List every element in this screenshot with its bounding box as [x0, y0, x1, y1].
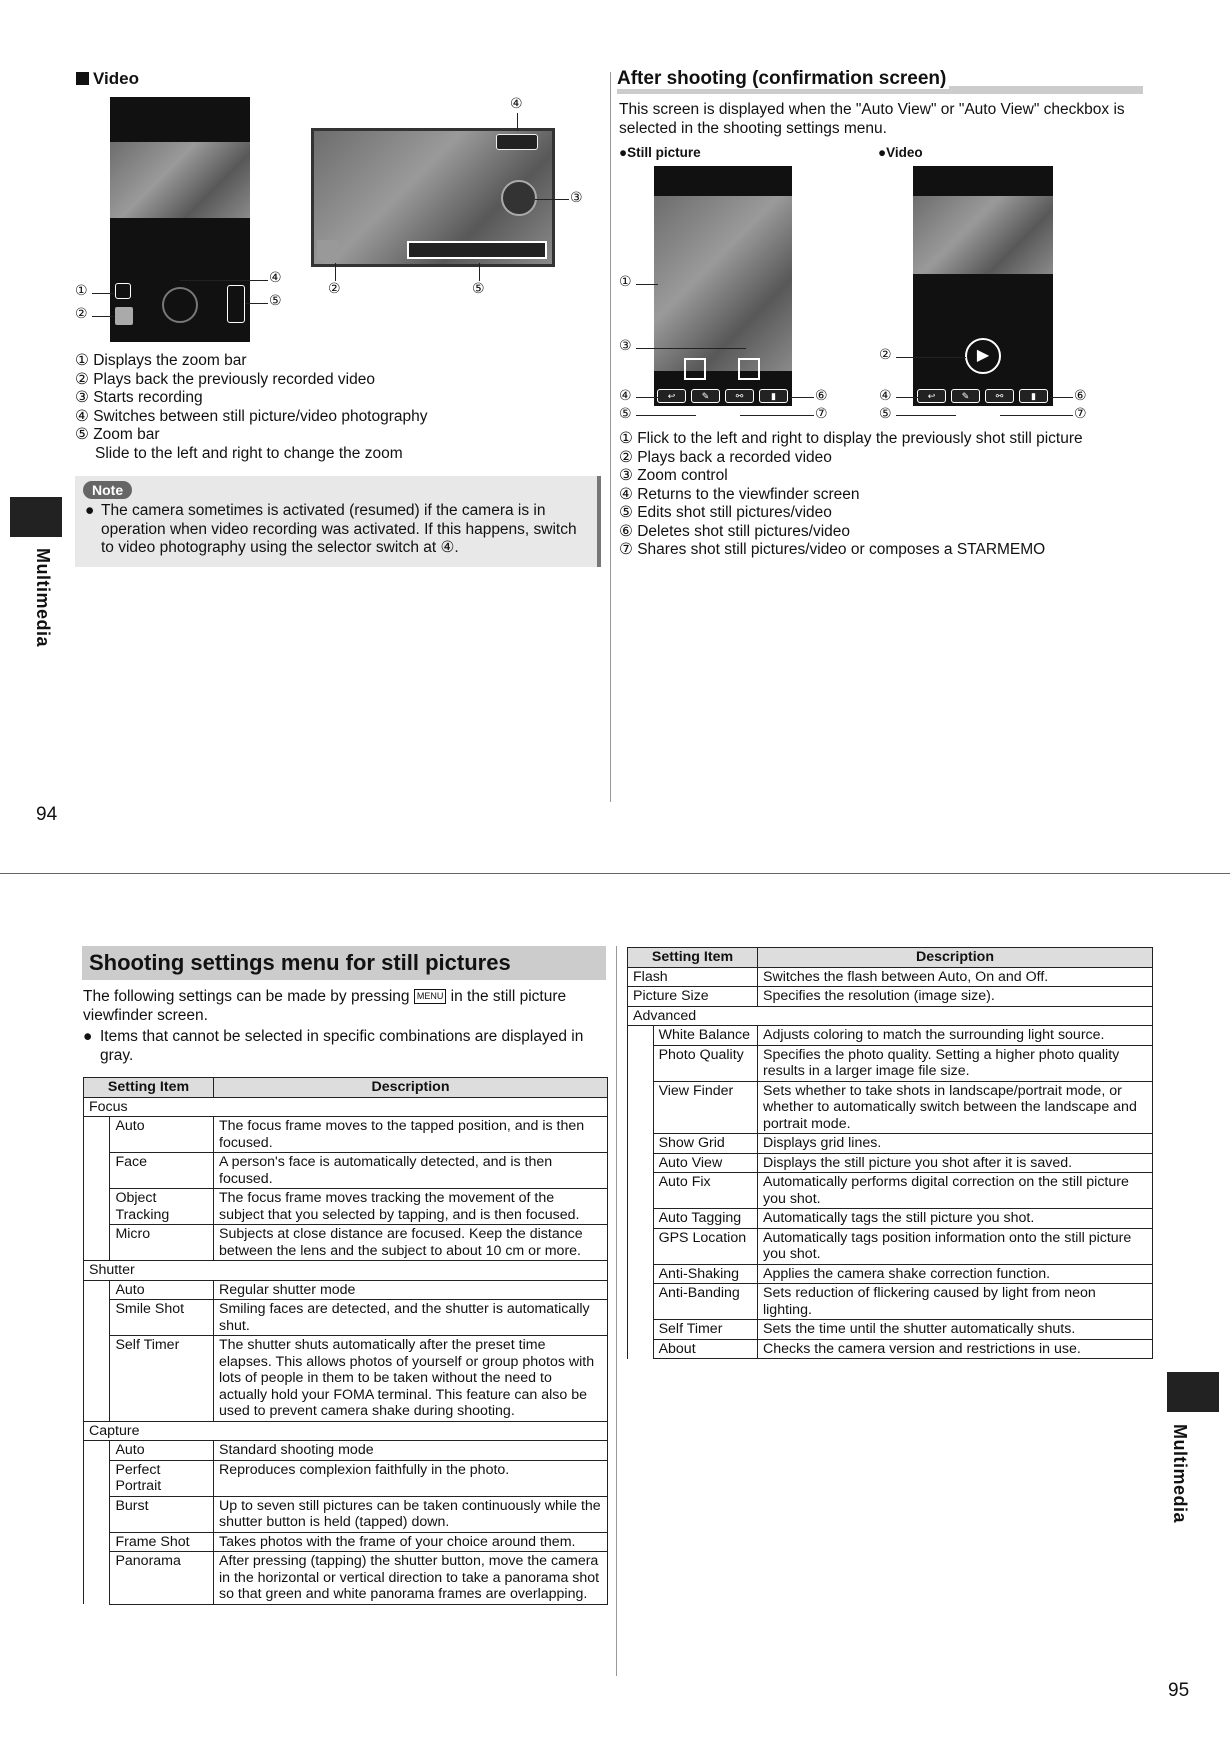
thumbnail-icon: [115, 307, 133, 325]
setting-item: Anti-Shaking: [653, 1264, 757, 1284]
table-row: [84, 1280, 608, 1300]
col-header-item: Setting Item: [84, 1078, 214, 1098]
table-row: [628, 987, 1153, 1007]
callout-4: ④: [269, 270, 282, 286]
after-intro: This screen is displayed when the "Auto View" or "Auto View" checkbox is selected in the shooting settings menu.: [619, 101, 1125, 137]
setting-description: Displays the still picture you shot after it is saved.: [758, 1153, 1153, 1173]
list-item: ④ Returns to the viewfinder screen: [619, 485, 860, 503]
setting-item: Perfect Portrait: [110, 1460, 214, 1496]
setting-description: Standard shooting mode: [214, 1441, 608, 1461]
zoom-in-icon: [738, 358, 760, 380]
back-icon: ↩: [657, 389, 686, 403]
column-divider-bottom: [616, 946, 617, 1676]
callout-2b: ②: [328, 281, 341, 297]
table-row: [84, 1552, 608, 1605]
table-row: [628, 1209, 1153, 1229]
setting-item: Anti-Banding: [653, 1284, 757, 1320]
still-confirmation-screenshot: [654, 166, 792, 406]
indent-cell: [628, 1081, 654, 1134]
indent-cell: [84, 1153, 110, 1189]
table-row: [628, 1339, 1153, 1359]
table-row: [84, 1460, 608, 1496]
after-heading: After shooting (confirmation screen): [617, 68, 1143, 94]
list-item: ⑥ Deletes shot still pictures/video: [619, 522, 850, 540]
list-item: ③ Zoom control: [619, 467, 728, 484]
setting-item: Self Timer: [110, 1336, 214, 1422]
callout-3: ③: [570, 190, 583, 206]
zoom-bar: [407, 241, 547, 259]
list-item-sub: Slide to the left and right to change the zoom: [95, 444, 403, 462]
indent-cell: [84, 1532, 110, 1552]
setting-item: GPS Location: [653, 1228, 757, 1264]
record-button-icon: [501, 180, 537, 216]
share-icon: ⚯: [985, 389, 1014, 403]
setting-description: Automatically tags position information onto the still picture you shot.: [758, 1228, 1153, 1264]
table-row: [628, 1134, 1153, 1154]
settings-intro: The following settings can be made by pressing MENU in the still picture viewfinder screen.: [83, 988, 567, 1024]
callout-4c: ④: [619, 388, 632, 404]
col-header-desc: Description: [758, 948, 1153, 968]
action-buttons: [917, 389, 1048, 403]
side-tab-block: [10, 497, 62, 537]
setting-description: Specifies the photo quality. Setting a higher photo quality results in a larger image file size.: [758, 1045, 1153, 1081]
callout-6d: ⑥: [1074, 388, 1087, 404]
edit-icon: ✎: [951, 389, 980, 403]
setting-description: After pressing (tapping) the shutter button, move the camera in the horizontal or vertical direction to take a panorama shot so that green and white panorama frames are overlapping.: [214, 1552, 608, 1605]
setting-item: Auto View: [653, 1153, 757, 1173]
setting-description: Automatically performs digital correction on the still picture you shot.: [758, 1173, 1153, 1209]
indent-cell: [628, 1173, 654, 1209]
note-text: ● The camera sometimes is activated (resumed) if the camera is in operation when video recording was activated. If this happens, switch to video photography using the selector switch at ④.: [85, 502, 577, 556]
indent-cell: [84, 1300, 110, 1336]
page-separator: [0, 873, 1230, 874]
table-group-row: [84, 1421, 608, 1441]
table-row: [628, 1153, 1153, 1173]
indent-cell: [84, 1280, 110, 1300]
setting-item: Micro: [110, 1225, 214, 1261]
setting-description: The shutter shuts automatically after the preset time elapses. This allows photos of yourself or group photos with lots of people in them to be taken without the need to actually hold your FOMA terminal. This feature can also be used to prevent camera shake during shooting.: [214, 1336, 608, 1422]
callout-5b: ⑤: [472, 281, 485, 297]
setting-description: Smiling faces are detected, and the shutter is automatically shut.: [214, 1300, 608, 1336]
page-number-94: 94: [36, 804, 58, 825]
mode-switch-icon: [496, 134, 538, 150]
record-button-icon: [162, 287, 198, 323]
table-group-row: [84, 1097, 608, 1117]
callout-4d: ④: [879, 388, 892, 404]
setting-item: Auto Tagging: [653, 1209, 757, 1229]
callout-1c: ①: [619, 274, 632, 290]
indent-cell: [628, 1026, 654, 1046]
share-icon: ⚯: [725, 389, 754, 403]
setting-description: Applies the camera shake correction function.: [758, 1264, 1153, 1284]
delete-icon: ▮: [1019, 389, 1048, 403]
list-item: ③ Starts recording: [75, 389, 203, 406]
note-box: [75, 476, 601, 567]
video-heading: Video: [76, 69, 139, 89]
callout-5c: ⑤: [619, 406, 632, 422]
setting-item: Face: [110, 1153, 214, 1189]
list-item: ⑤ Zoom bar: [75, 426, 160, 443]
indent-cell: [628, 1209, 654, 1229]
camera-switch-icon: [227, 285, 245, 323]
table-row: [84, 1189, 608, 1225]
zoom-icon: [115, 283, 131, 299]
setting-item: Auto: [110, 1441, 214, 1461]
indent-cell: [628, 1264, 654, 1284]
col-header-item: Setting Item: [628, 948, 758, 968]
setting-description: A person's face is automatically detected, and is then focused.: [214, 1153, 608, 1189]
list-item: ② Plays back a recorded video: [619, 448, 832, 466]
indent-cell: [84, 1117, 110, 1153]
table-group-label: Capture: [84, 1421, 608, 1441]
indent-cell: [628, 1228, 654, 1264]
indent-cell: [628, 1134, 654, 1154]
table-row: [628, 967, 1153, 987]
setting-description: The focus frame moves to the tapped position, and is then focused.: [214, 1117, 608, 1153]
side-tab-label: Multimedia: [1170, 1424, 1190, 1524]
callout-1: ①: [75, 283, 88, 299]
callout-5: ⑤: [269, 293, 282, 309]
setting-item: Auto: [110, 1280, 214, 1300]
settings-table-left: [83, 1077, 608, 1605]
setting-description: Adjusts coloring to match the surrounding light source.: [758, 1026, 1153, 1046]
table-row: [628, 1284, 1153, 1320]
indent-cell: [628, 1153, 654, 1173]
callout-7d: ⑦: [1074, 406, 1087, 422]
setting-item: White Balance: [653, 1026, 757, 1046]
list-item: ⑤ Edits shot still pictures/video: [619, 504, 832, 521]
setting-description: Up to seven still pictures can be taken continuously while the shutter button is held (tapped) down.: [214, 1496, 608, 1532]
callout-3c: ③: [619, 338, 632, 354]
setting-description: Displays grid lines.: [758, 1134, 1153, 1154]
list-item: ① Flick to the left and right to display the previously shot still picture: [619, 430, 1083, 447]
zoom-out-icon: [684, 358, 706, 380]
table-row: [84, 1153, 608, 1189]
table-row: [84, 1496, 608, 1532]
table-row: [628, 1320, 1153, 1340]
still-picture-label: ●Still picture: [619, 145, 701, 160]
video-item-list: [75, 352, 595, 463]
note-label: Note: [83, 481, 132, 499]
callout-7c: ⑦: [815, 406, 828, 422]
setting-item: Self Timer: [653, 1320, 757, 1340]
table-row: [84, 1117, 608, 1153]
setting-item: Picture Size: [628, 987, 758, 1007]
settings-heading: Shooting settings menu for still pictures: [82, 946, 606, 980]
setting-description: Takes photos with the frame of your choice around them.: [214, 1532, 608, 1552]
callout-4b: ④: [510, 96, 523, 112]
setting-item: Photo Quality: [653, 1045, 757, 1081]
setting-item: Burst: [110, 1496, 214, 1532]
callout-6c: ⑥: [815, 388, 828, 404]
table-row: [84, 1441, 608, 1461]
square-bullet-icon: [76, 72, 89, 85]
indent-cell: [84, 1336, 110, 1422]
table-row: [628, 1228, 1153, 1264]
list-item: ④ Switches between still picture/video photography: [75, 407, 428, 425]
setting-item: Auto Fix: [653, 1173, 757, 1209]
indent-cell: [84, 1189, 110, 1225]
indent-cell: [84, 1441, 110, 1461]
settings-table-right: [627, 947, 1153, 1359]
cat-photo: [110, 142, 250, 218]
thumbnail-icon: [317, 240, 339, 260]
list-item: ① Displays the zoom bar: [75, 352, 247, 369]
setting-item: Show Grid: [653, 1134, 757, 1154]
col-header-desc: Description: [214, 1078, 608, 1098]
setting-item: Smile Shot: [110, 1300, 214, 1336]
setting-description: Specifies the resolution (image size).: [758, 987, 1153, 1007]
table-row: [628, 1045, 1153, 1081]
back-icon: ↩: [917, 389, 946, 403]
column-divider: [610, 72, 611, 802]
setting-item: About: [653, 1339, 757, 1359]
callout-2d: ②: [879, 347, 892, 363]
table-group-row: [628, 1006, 1153, 1026]
gray-items-bullet: ● Items that cannot be selected in specific combinations are displayed in gray.: [83, 1028, 584, 1064]
table-row: [628, 1173, 1153, 1209]
table-group-label: Shutter: [84, 1261, 608, 1281]
video-portrait-screenshot: [110, 97, 250, 342]
setting-item: Panorama: [110, 1552, 214, 1605]
edit-icon: ✎: [691, 389, 720, 403]
menu-key-icon: MENU: [414, 989, 447, 1004]
table-row: [628, 1264, 1153, 1284]
table-row: [84, 1300, 608, 1336]
cat-photo: [913, 196, 1053, 274]
action-buttons: [657, 389, 788, 403]
setting-description: Subjects at close distance are focused. Keep the distance between the lens and the subject to about 10 cm or more.: [214, 1225, 608, 1261]
play-icon: ▶: [965, 338, 1001, 374]
setting-item: Frame Shot: [110, 1532, 214, 1552]
setting-item: Flash: [628, 967, 758, 987]
indent-cell: [84, 1496, 110, 1532]
indent-cell: [628, 1320, 654, 1340]
cat-photo: [654, 196, 792, 371]
setting-description: Sets reduction of flickering caused by light from neon lighting.: [758, 1284, 1153, 1320]
setting-item: Object Tracking: [110, 1189, 214, 1225]
list-item: ② Plays back the previously recorded video: [75, 370, 375, 388]
setting-description: Automatically tags the still picture you shot.: [758, 1209, 1153, 1229]
table-group-label: Advanced: [628, 1006, 1153, 1026]
setting-item: View Finder: [653, 1081, 757, 1134]
indent-cell: [628, 1284, 654, 1320]
indent-cell: [84, 1460, 110, 1496]
list-item: ⑦ Shares shot still pictures/video or composes a STARMEMO: [619, 541, 1046, 558]
table-row: [84, 1225, 608, 1261]
setting-description: Switches the flash between Auto, On and Off.: [758, 967, 1153, 987]
page-number-95: 95: [1168, 1680, 1190, 1701]
setting-description: The focus frame moves tracking the movement of the subject that you selected by tapping, and is then focused.: [214, 1189, 608, 1225]
side-tab-label: Multimedia: [33, 548, 53, 648]
table-group-label: Focus: [84, 1097, 608, 1117]
table-row: [84, 1532, 608, 1552]
indent-cell: [628, 1045, 654, 1081]
indent-cell: [628, 1339, 654, 1359]
delete-icon: ▮: [759, 389, 788, 403]
table-row: [628, 1026, 1153, 1046]
setting-description: Sets whether to take shots in landscape/portrait mode, or whether to automatically switch between the landscape and portrait mode.: [758, 1081, 1153, 1134]
setting-description: Reproduces complexion faithfully in the photo.: [214, 1460, 608, 1496]
indent-cell: [84, 1225, 110, 1261]
table-row: [84, 1336, 608, 1422]
setting-description: Checks the camera version and restrictions in use.: [758, 1339, 1153, 1359]
table-row: [628, 1081, 1153, 1134]
setting-description: Sets the time until the shutter automatically shuts.: [758, 1320, 1153, 1340]
callout-5d: ⑤: [879, 406, 892, 422]
indent-cell: [84, 1552, 110, 1605]
side-tab-block: [1167, 1372, 1219, 1412]
setting-description: Regular shutter mode: [214, 1280, 608, 1300]
table-group-row: [84, 1261, 608, 1281]
video-label: ●Video: [878, 145, 923, 160]
after-item-list: [619, 430, 1179, 560]
video-confirmation-screenshot: [913, 166, 1053, 406]
callout-2: ②: [75, 306, 88, 322]
video-landscape-screenshot: [311, 128, 555, 267]
setting-item: Auto: [110, 1117, 214, 1153]
